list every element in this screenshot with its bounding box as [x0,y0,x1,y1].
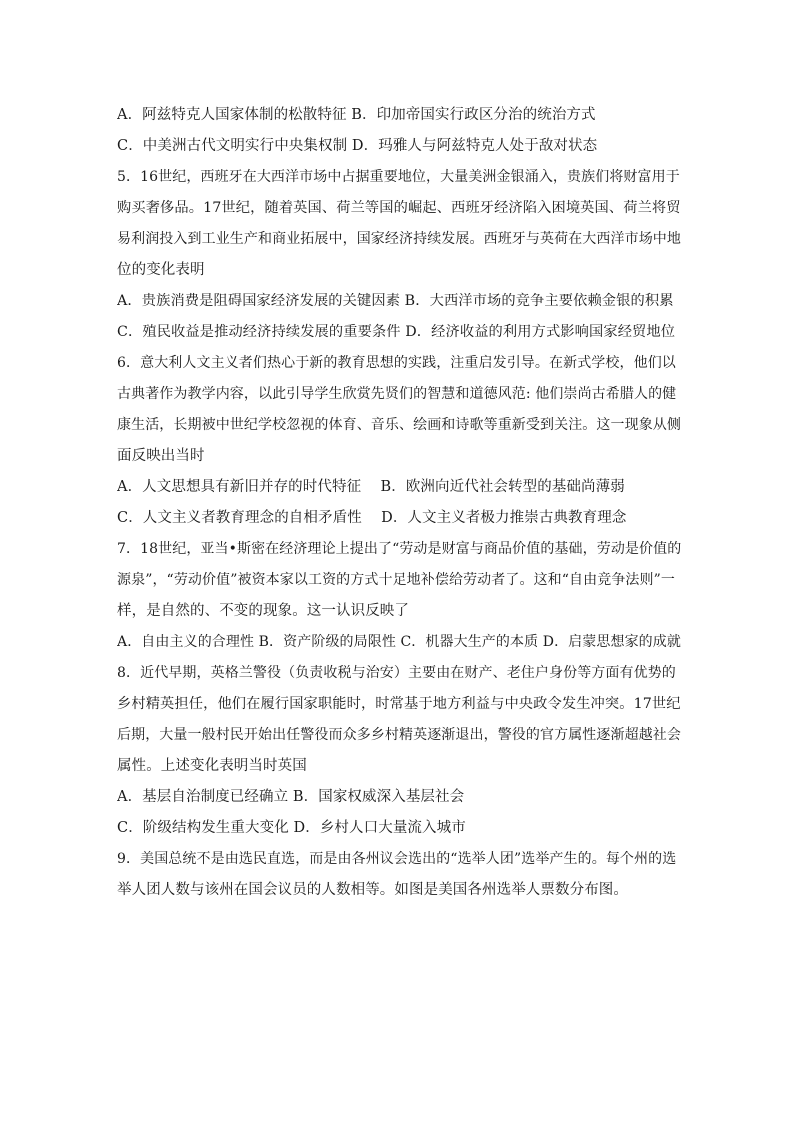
q6-stem-line: 6．意大利人文主义者们热心于新的教育思想的实践，注重启发引导。在新式学校，他们以 [117,355,676,371]
q7-option-line: A．自由主义的合理性 B．资产阶级的局限性 C．机器大生产的本质 D．启蒙思想家的成就 [117,634,681,650]
q6-stem-line: 面反映出当时 [117,448,205,464]
q5-option-line: A．贵族消费是阻碍国家经济发展的关键因素 B．大西洋市场的竞争主要依赖金银的积累 [117,293,674,309]
q5-stem-line: 5．16世纪，西班牙在大西洋市场中占据重要地位，大量美洲金银涌入，贵族们将财富用于 [117,169,680,185]
question-6 [117,348,682,534]
q8-stem-line: 属性。上述变化表明当时英国 [117,758,307,774]
q7-stem-line: 7．18世纪，亚当•斯密在经济理论上提出了“劳动是财富与商品价值的基础，劳动是价值的 [117,541,682,557]
q9-stem-line: 举人团人数与该州在国会议员的人数相等。如图是美国各州选举人票数分布图。 [117,882,628,898]
question-9 [117,844,682,906]
q6-option-line: C．人文主义者教育理念的自相矛盾性 D．人文主义者极力推崇古典教育理念 [117,510,627,526]
q7-stem-line: 源泉”，“劳动价值”被资本家以工资的方式十足地补偿给劳动者了。这和“自由竞争法则”一 [117,572,675,588]
q6-stem-line: 康生活，长期被中世纪学校忽视的体育、音乐、绘画和诗歌等重新受到关注。这一现象从侧 [117,417,681,433]
q5-stem-line: 位的变化表明 [117,262,205,278]
q6-stem-line: 古典著作为教学内容，以此引导学生欣赏先贤们的智慧和道德风范: 他们崇尚古希腊人的健 [117,386,677,402]
q5-option-line: C．殖民收益是推动经济持续发展的重要条件 D．经济收益的利用方式影响国家经贸地位 [117,324,676,340]
q4-option-line-1: A．阿兹特克人国家体制的松散特征 B．印加帝国实行政区分治的统治方式 [117,107,596,123]
q5-stem-line: 购买奢侈品。17世纪，随着英国、荷兰等国的崛起、西班牙经济陷入困境英国、荷兰将贸 [117,200,681,216]
q8-option-line: C．阶级结构发生重大变化 D．乡村人口大量流入城市 [117,820,466,836]
q8-stem-line: 8．近代早期，英格兰警役（负责收税与治安）主要由在财产、老住户身份等方面有优势的 [117,665,676,681]
question-7 [117,534,682,658]
q8-stem-line: 后期，大量一般村民开始出任警役而众多乡村精英逐渐退出，警役的官方属性逐渐超越社会 [117,727,681,743]
q9-stem-line: 9．美国总统不是由选民直选，而是由各州议会选出的“选举人团”选举产生的。每个州的选 [117,851,677,867]
q7-stem-line: 样，是自然的、不变的现象。这一认识反映了 [117,603,409,619]
q5-stem-line: 易利润投入到工业生产和商业拓展中，国家经济持续发展。西班牙与英荷在大西洋市场中地 [117,231,681,247]
q8-option-line: A．基层自治制度已经确立 B．国家权威深入基层社会 [117,789,465,805]
question-5 [117,162,682,348]
exam-page [117,100,682,906]
q6-option-line: A．人文思想具有新旧并存的时代特征 B．欧洲向近代社会转型的基础尚薄弱 [117,479,625,495]
question-8 [117,658,682,844]
q4-option-line-2: C．中美洲古代文明实行中央集权制 D．玛雅人与阿兹特克人处于敌对状态 [117,138,598,154]
q8-stem-line: 乡村精英担任，他们在履行国家职能时，时常基于地方利益与中央政令发生冲突。17世纪 [117,696,681,712]
